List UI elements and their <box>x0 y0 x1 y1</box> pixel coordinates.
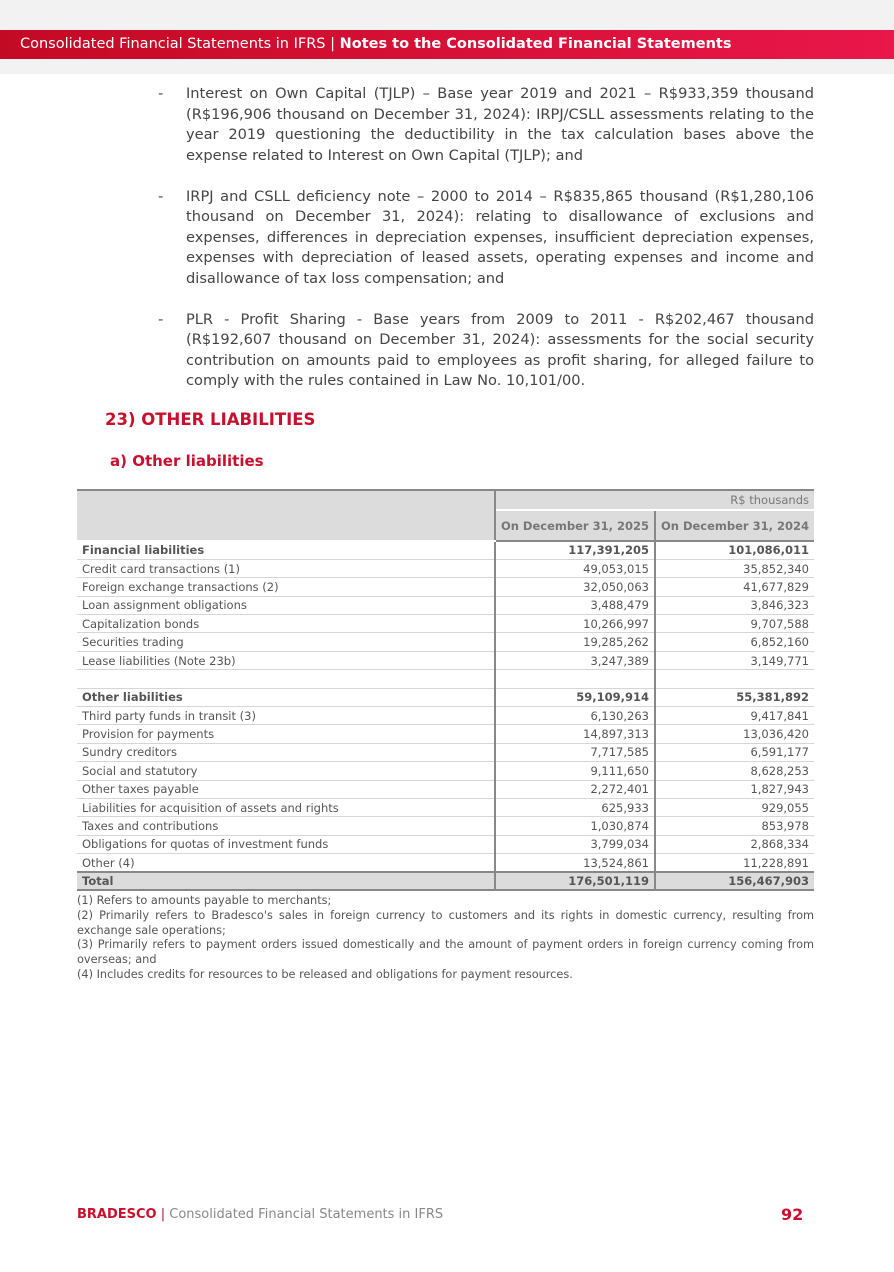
other-liabilities-table <box>77 489 814 891</box>
value-2025: 625,933 <box>495 798 655 816</box>
table-row <box>77 633 814 651</box>
value-2024 <box>655 670 814 688</box>
value-2024: 35,852,340 <box>655 559 814 577</box>
table-row <box>77 596 814 614</box>
header-prefix: Consolidated Financial Statements in IFRS <box>20 36 326 52</box>
row-label: Other taxes payable <box>77 780 495 798</box>
table-row <box>77 725 814 743</box>
footer-text: Consolidated Financial Statements in IFRS <box>169 1207 444 1222</box>
value-2025: 49,053,015 <box>495 559 655 577</box>
value-2025: 9,111,650 <box>495 762 655 780</box>
row-label: Other liabilities <box>77 688 495 706</box>
section-title: 23) OTHER LIABILITIES <box>105 410 316 429</box>
header-empty <box>77 490 495 541</box>
value-2025: 6,130,263 <box>495 707 655 725</box>
footnote: (3) Primarily refers to payment orders issued domestically and the amount of payment orders in foreign currency coming from overseas; and <box>77 938 814 967</box>
value-2024: 3,846,323 <box>655 596 814 614</box>
value-2024: 6,852,160 <box>655 633 814 651</box>
table-row <box>77 578 814 596</box>
table-row <box>77 817 814 835</box>
table-row <box>77 780 814 798</box>
column-header-2024: On December 31, 2024 <box>655 510 814 541</box>
row-label: Loan assignment obligations <box>77 596 495 614</box>
table-row <box>77 615 814 633</box>
value-2025: 7,717,585 <box>495 743 655 761</box>
total-2025: 176,501,119 <box>495 872 655 890</box>
table-row <box>77 854 814 872</box>
bullet-item <box>158 84 814 166</box>
value-2024: 2,868,334 <box>655 835 814 853</box>
value-2025: 3,799,034 <box>495 835 655 853</box>
table-row <box>77 707 814 725</box>
footnote: (1) Refers to amounts payable to merchants; <box>77 894 332 907</box>
row-label: Foreign exchange transactions (2) <box>77 578 495 596</box>
value-2024: 6,591,177 <box>655 743 814 761</box>
row-label: Capitalization bonds <box>77 615 495 633</box>
header-separator: | <box>325 36 340 52</box>
footer-separator: | <box>156 1207 170 1222</box>
table-row <box>77 651 814 669</box>
value-2024: 41,677,829 <box>655 578 814 596</box>
footer-brand: BRADESCO <box>77 1207 157 1222</box>
unit-label: R$ thousands <box>495 490 814 510</box>
table-subtotal-row <box>77 541 814 559</box>
row-label: Financial liabilities <box>77 541 495 559</box>
bullet-text: Interest on Own Capital (TJLP) – Base year 2019 and 2021 – R$933,359 thousand (R$196,906 thousand on December 31, 2024): IRPJ/CSLL assessments relating to the year 2019 questioning the deductibility in the tax calculation bases above the expense related to Interest on Own Capital (TJLP); and <box>186 85 814 164</box>
row-label: Provision for payments <box>77 725 495 743</box>
value-2025: 32,050,063 <box>495 578 655 596</box>
page-header <box>0 30 894 59</box>
row-label <box>77 670 495 688</box>
value-2025: 1,030,874 <box>495 817 655 835</box>
value-2025: 13,524,861 <box>495 854 655 872</box>
row-label: Securities trading <box>77 633 495 651</box>
page-footer <box>77 1207 443 1222</box>
table-row <box>77 743 814 761</box>
column-header-2025: On December 31, 2025 <box>495 510 655 541</box>
value-2024: 9,707,588 <box>655 615 814 633</box>
value-2024: 55,381,892 <box>655 688 814 706</box>
row-label: Third party funds in transit (3) <box>77 707 495 725</box>
value-2025: 19,285,262 <box>495 633 655 651</box>
value-2025: 59,109,914 <box>495 688 655 706</box>
row-label: Obligations for quotas of investment funds <box>77 835 495 853</box>
table-subtotal-row <box>77 688 814 706</box>
row-label: Sundry creditors <box>77 743 495 761</box>
bullet-dash: - <box>158 310 164 328</box>
bullet-dash: - <box>158 85 164 102</box>
value-2025: 10,266,997 <box>495 615 655 633</box>
value-2025: 117,391,205 <box>495 541 655 559</box>
row-label: Credit card transactions (1) <box>77 559 495 577</box>
header-title: Notes to the Consolidated Financial Statements <box>339 36 732 52</box>
value-2024: 853,978 <box>655 817 814 835</box>
bullet-list <box>158 84 814 412</box>
row-label: Lease liabilities (Note 23b) <box>77 651 495 669</box>
value-2025: 2,272,401 <box>495 780 655 798</box>
bullet-item <box>158 310 814 392</box>
value-2024: 101,086,011 <box>655 541 814 559</box>
value-2025 <box>495 670 655 688</box>
page-number: 92 <box>781 1205 804 1224</box>
row-label: Taxes and contributions <box>77 817 495 835</box>
row-label: Other (4) <box>77 854 495 872</box>
footnote: (2) Primarily refers to Bradesco's sales in foreign currency to customers and its rights in domestic currency, resulting from exchange sale operations; <box>77 908 814 937</box>
footnotes <box>77 894 814 983</box>
bullet-text: PLR - Profit Sharing - Base years from 2009 to 2011 - R$202,467 thousand (R$192,607 thousand on December 31, 2024): assessments for the social security contribution on amounts paid to employees as profit sharing, for alleged failure to comply with the rules contained in Law No. 10,101/00. <box>186 310 814 389</box>
table-row <box>77 559 814 577</box>
footnote: (4) Includes credits for resources to be released and obligations for payment resources. <box>77 967 573 981</box>
value-2025: 3,488,479 <box>495 596 655 614</box>
table-row <box>77 670 814 688</box>
value-2024: 8,628,253 <box>655 762 814 780</box>
value-2024: 11,228,891 <box>655 854 814 872</box>
table-row <box>77 762 814 780</box>
value-2024: 1,827,943 <box>655 780 814 798</box>
value-2024: 9,417,841 <box>655 707 814 725</box>
row-label: Liabilities for acquisition of assets and rights <box>77 798 495 816</box>
bullet-item <box>158 187 814 290</box>
value-2025: 3,247,389 <box>495 651 655 669</box>
value-2024: 3,149,771 <box>655 651 814 669</box>
bullet-dash: - <box>158 187 164 205</box>
table-row <box>77 798 814 816</box>
total-2024: 156,467,903 <box>655 872 814 890</box>
value-2024: 929,055 <box>655 798 814 816</box>
subsection-title: a) Other liabilities <box>110 452 264 470</box>
total-label: Total <box>77 872 495 890</box>
row-label: Social and statutory <box>77 762 495 780</box>
value-2024: 13,036,420 <box>655 725 814 743</box>
value-2025: 14,897,313 <box>495 725 655 743</box>
table-row <box>77 835 814 853</box>
bullet-text: IRPJ and CSLL deficiency note – 2000 to 2014 – R$835,865 thousand (R$1,280,106 thousand on December 31, 2024): relating to disallowance of exclusions and expenses, differences in depreciation expenses, insufficient depreciation expenses, expenses with depreciation of leased assets, operating expenses and income and disallowance of tax loss compensation; and <box>186 187 814 287</box>
table-total-row <box>77 872 814 890</box>
